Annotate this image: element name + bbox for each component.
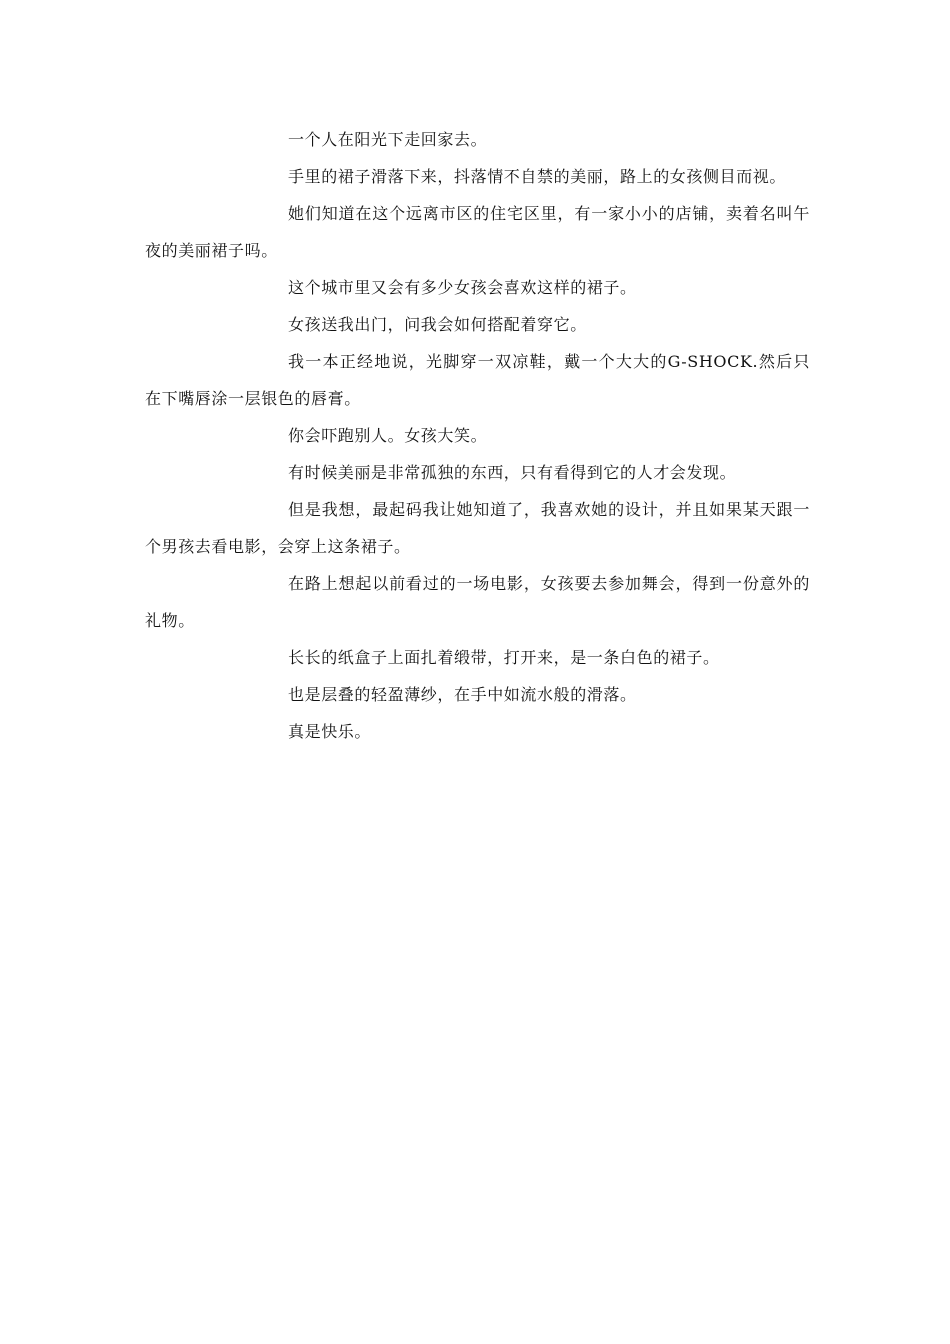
paragraph: 长长的纸盒子上面扎着缎带，打开来，是一条白色的裙子。 xyxy=(288,648,720,667)
paragraph: 我一本正经地说，光脚穿一双凉鞋，戴一个大大的G-SHOCK.然后只在下嘴唇涂一层银色的唇膏。 xyxy=(145,352,810,408)
paragraph: 女孩送我出门，问我会如何搭配着穿它。 xyxy=(288,315,587,334)
paragraph: 这个城市里又会有多少女孩会喜欢这样的裙子。 xyxy=(288,278,637,297)
paragraph: 你会吓跑别人。女孩大笑。 xyxy=(288,426,488,445)
paragraph: 真是快乐。 xyxy=(288,722,372,741)
paragraph: 一个人在阳光下走回家去。 xyxy=(288,130,488,149)
paragraph: 有时候美丽是非常孤独的东西，只有看得到它的人才会发现。 xyxy=(288,463,737,482)
document-body xyxy=(145,121,810,750)
paragraph: 手里的裙子滑落下来，抖落情不自禁的美丽，路上的女孩侧目而视。 xyxy=(288,167,787,186)
paragraph: 在路上想起以前看过的一场电影，女孩要去参加舞会，得到一份意外的礼物。 xyxy=(145,574,810,630)
paragraph: 她们知道在这个远离市区的住宅区里，有一家小小的店铺，卖着名叫午夜的美丽裙子吗。 xyxy=(145,204,810,260)
paragraph: 但是我想，最起码我让她知道了，我喜欢她的设计，并且如果某天跟一个男孩去看电影，会穿上这条裙子。 xyxy=(145,500,810,556)
paragraph: 也是层叠的轻盈薄纱，在手中如流水般的滑落。 xyxy=(288,685,637,704)
